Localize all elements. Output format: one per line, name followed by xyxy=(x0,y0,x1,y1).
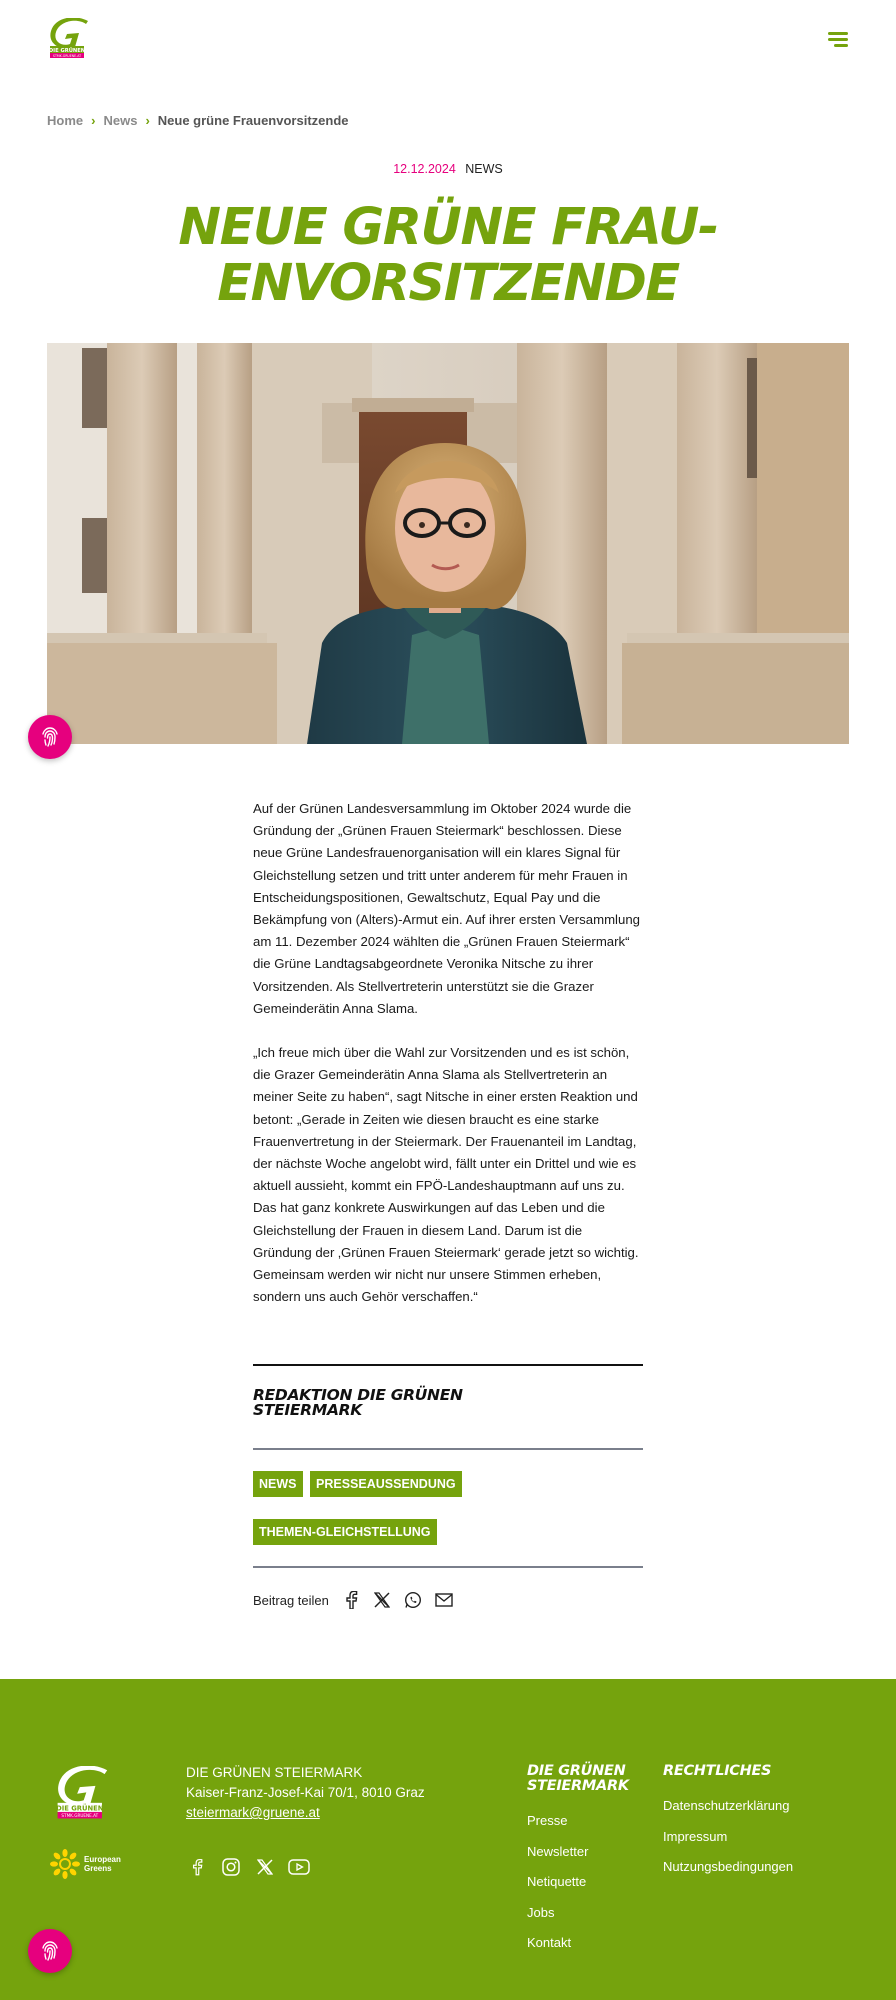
svg-text:DIE GRÜNEN: DIE GRÜNEN xyxy=(56,1804,104,1813)
footer-link-jobs[interactable]: Jobs xyxy=(527,1904,555,1920)
tag-themen-gleichstellung[interactable]: THEMEN-GLEICHSTELLUNG xyxy=(253,1519,437,1545)
footer-column-rechtliches xyxy=(663,1764,863,1883)
x-icon[interactable] xyxy=(254,1856,276,1878)
tag-news[interactable]: NEWS xyxy=(253,1471,303,1497)
mail-icon[interactable] xyxy=(434,1590,454,1610)
breadcrumb-news[interactable]: News xyxy=(103,113,138,128)
european-greens-logo[interactable] xyxy=(50,1849,121,1879)
article-meta xyxy=(0,162,896,176)
footer-column-title: DIE GRÜNEN STEIERMARK xyxy=(527,1763,629,1794)
instagram-icon[interactable] xyxy=(220,1856,242,1878)
footer-column-gruene xyxy=(527,1764,647,1959)
footer-email-link[interactable]: steiermark@gruene.at xyxy=(186,1805,320,1820)
fingerprint-button[interactable] xyxy=(28,715,72,759)
site-logo[interactable] xyxy=(48,18,94,62)
divider xyxy=(253,1448,643,1450)
footer-link-newsletter[interactable]: Newsletter xyxy=(527,1843,589,1859)
breadcrumb-current: Neue grüne Frauenvorsitzende xyxy=(157,113,349,128)
whatsapp-icon[interactable] xyxy=(403,1590,423,1610)
svg-text:STMK.GRUENE.AT: STMK.GRUENE.AT xyxy=(52,54,82,58)
hero-image xyxy=(47,343,849,744)
footer-social xyxy=(186,1856,322,1878)
x-icon[interactable] xyxy=(372,1590,392,1610)
breadcrumb-separator: › xyxy=(91,113,96,128)
youtube-icon[interactable] xyxy=(288,1856,310,1878)
share-label: Beitrag teilen xyxy=(253,1592,329,1608)
divider xyxy=(253,1364,643,1366)
breadcrumb-home[interactable]: Home xyxy=(47,113,84,128)
footer-link-datenschutz[interactable]: Datenschutzerklärung xyxy=(663,1798,790,1813)
article-body xyxy=(253,798,643,1308)
article-date: 12.12.2024 xyxy=(393,162,456,176)
breadcrumb xyxy=(47,113,349,128)
eu-text-line: European xyxy=(84,1855,121,1864)
svg-text:DIE GRÜNEN: DIE GRÜNEN xyxy=(48,48,86,54)
breadcrumb-separator: › xyxy=(145,113,150,128)
footer-link-impressum[interactable]: Impressum xyxy=(663,1828,728,1844)
divider xyxy=(253,1566,643,1568)
article-author: REDAKTION DIE GRÜNEN STEIERMARK xyxy=(253,1386,463,1419)
article-paragraph: „Ich freue mich über die Wahl zur Vorsitzenden und es ist schön, die Grazer Gemeinderätin Anna Slama als Stellvertreterin an meiner Seite zu haben“, sagt Nitsche in einer ersten Reaktion und betont: „Gerade in Zeiten wie diesen braucht es eine starke Frauenvertretung in der Steiermark. Der Frauenanteil im Landtag, der nächste Woche angelobt wird, fällt unter ein Drittel und wie es aktuell aussieht, kommt ein FPÖ-Landeshauptmann auf uns zu. Das hat ganz konkrete Auswirkungen auf das Leben und die Gleichstellung der Frauen in diesem Land. Darum ist die Gründung der ‚Grünen Frauen Steiermark‘ gerade jetzt so wichtig. Gemeinsam werden wir nicht nur unsere Stimmen erheben, sondern uns auch Gehör verschaffen.“ xyxy=(253,1045,639,1305)
fingerprint-button[interactable] xyxy=(28,1929,72,1973)
svg-text:STMK.GRUENE.AT: STMK.GRUENE.AT xyxy=(61,1813,99,1819)
article-paragraph: Auf der Grünen Landesversammlung im Oktober 2024 wurde die Gründung der „Grünen Frauen Steiermark“ beschlossen. Diese neue Grüne Landesfrauenorganisation will ein klares Signal für Gleichstellung setzen und tritt unter anderem für mehr Frauen in Entscheidungspositionen, Gewaltschutz, Equal Pay und die Bekämpfung von (Alters)-Armut ein. Auf ihrer ersten Versammlung am 11. Dezember 2024 wählten die „Grünen Frauen Steiermark“ die Grüne Landtagsabgeordnete Veronika Nitsche zu ihrer Vorsitzenden. Als Stellvertreterin unterstützt sie die Grazer Gemeinderätin Anna Slama. xyxy=(253,801,640,1016)
footer-address: Kaiser-Franz-Josef-Kai 70/1, 8010 Graz xyxy=(186,1785,425,1800)
footer-link-nutzungsbedingungen[interactable]: Nutzungsbedingungen xyxy=(663,1859,794,1874)
footer-link-netiquette[interactable]: Netiquette xyxy=(527,1874,587,1889)
footer-link-presse[interactable]: Presse xyxy=(527,1813,568,1828)
fingerprint-icon xyxy=(38,725,62,749)
facebook-icon[interactable] xyxy=(186,1856,208,1878)
sunflower-icon xyxy=(50,1849,80,1879)
footer-contact xyxy=(186,1763,425,1823)
page-title: NEUE GRÜNE FRAU-ENVORSITZENDE xyxy=(178,198,718,313)
site-header xyxy=(0,0,896,90)
footer-org-name: DIE GRÜNEN STEIERMARK xyxy=(186,1765,363,1780)
tag-presseaussendung[interactable]: PRESSEAUSSENDUNG xyxy=(310,1471,462,1497)
footer-column-title: RECHTLICHES xyxy=(663,1763,772,1779)
eu-text-line: Greens xyxy=(84,1864,112,1873)
article-category: NEWS xyxy=(465,162,503,176)
menu-icon[interactable] xyxy=(824,30,848,50)
facebook-icon[interactable] xyxy=(341,1590,361,1610)
footer-link-kontakt[interactable]: Kontakt xyxy=(527,1935,572,1950)
site-footer xyxy=(0,1679,896,2000)
fingerprint-icon xyxy=(38,1939,62,1963)
footer-logo[interactable] xyxy=(55,1766,115,1824)
share-bar xyxy=(253,1590,465,1610)
